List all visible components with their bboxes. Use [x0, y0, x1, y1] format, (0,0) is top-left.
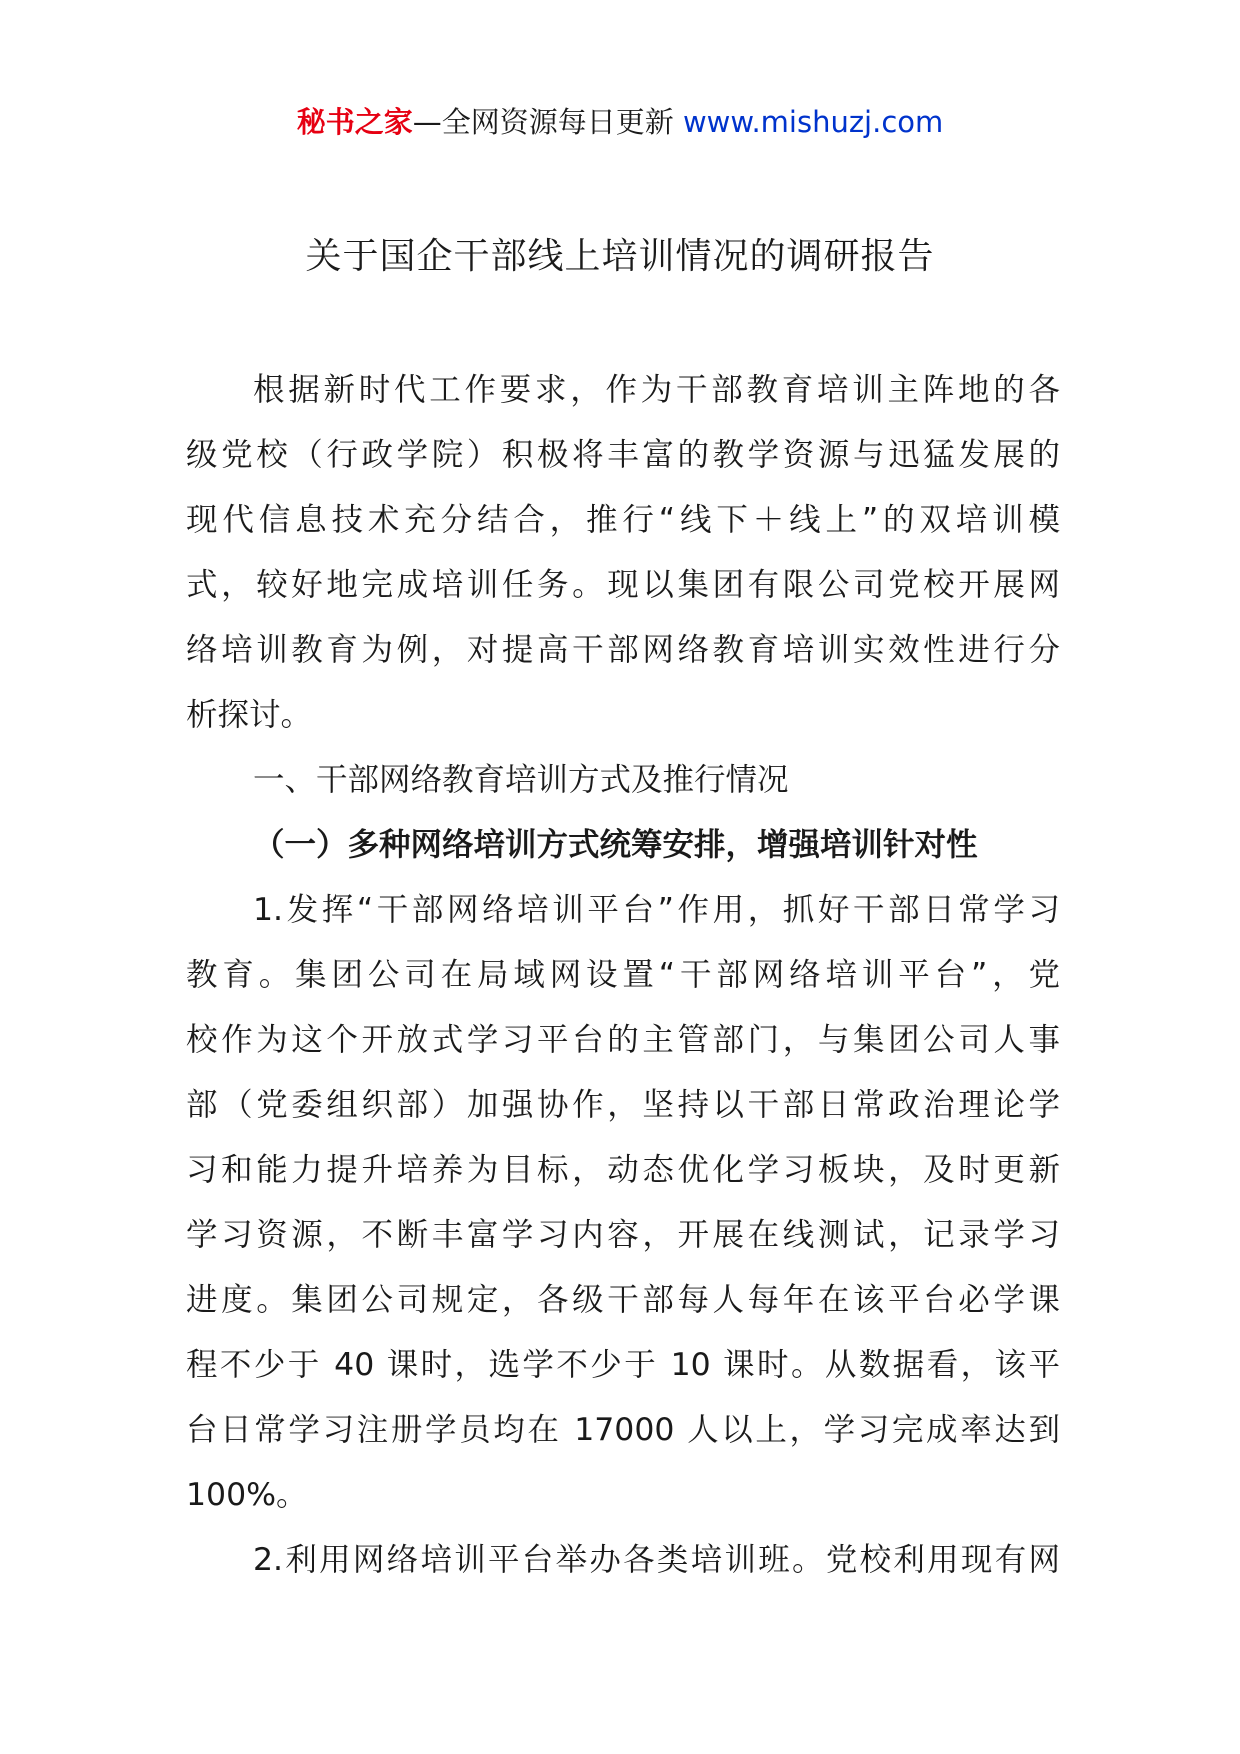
- body-line: 进度。集团公司规定，各级干部每人每年在该平台必学课: [186, 1282, 1060, 1318]
- subsection-heading: （一）多种网络培训方式统筹安排，增强培训针对性: [253, 827, 978, 863]
- brand-name: 秘书之家: [296, 105, 413, 139]
- body-line: 现代信息技术充分结合，推行“线下＋线上”的双培训模: [186, 502, 1060, 538]
- document-body: [186, 358, 1060, 1593]
- body-line: 部（党委组织部）加强协作，坚持以干部日常政治理论学: [186, 1087, 1060, 1123]
- body-line: 程不少于 40 课时，选学不少于 10 课时。从数据看，该平: [186, 1347, 1060, 1383]
- site-slogan: —全网资源每日更新: [412, 105, 674, 139]
- body-line: 习和能力提升培养为目标，动态优化学习板块，及时更新: [186, 1152, 1060, 1188]
- site-header: [0, 102, 1240, 142]
- body-line: 析探讨。: [186, 697, 313, 733]
- document-title: 关于国企干部线上培训情况的调研报告: [305, 236, 935, 277]
- paragraph-start-line: 2.利用网络培训平台举办各类培训班。党校利用现有网: [253, 1542, 1060, 1578]
- paragraph-start-line: 根据新时代工作要求，作为干部教育培训主阵地的各: [253, 372, 1060, 408]
- paragraph-start-line: 1.发挥“干部网络培训平台”作用，抓好干部日常学习: [253, 892, 1060, 928]
- body-line: 络培训教育为例，对提高干部网络教育培训实效性进行分: [186, 632, 1060, 668]
- body-line: 校作为这个开放式学习平台的主管部门，与集团公司人事: [186, 1022, 1060, 1058]
- body-line: 教育。集团公司在局域网设置“干部网络培训平台”，党: [186, 957, 1060, 993]
- section-heading: 一、干部网络教育培训方式及推行情况: [253, 762, 789, 798]
- body-line: 学习资源，不断丰富学习内容，开展在线测试，记录学习: [186, 1217, 1060, 1253]
- body-line: 台日常学习注册学员均在 17000 人以上，学习完成率达到: [186, 1412, 1060, 1448]
- site-url-link[interactable]: www.mishuzj.com: [682, 105, 944, 139]
- body-line: 式，较好地完成培训任务。现以集团有限公司党校开展网: [186, 567, 1060, 603]
- body-line: 100%。: [186, 1477, 308, 1513]
- body-line: 级党校（行政学院）积极将丰富的教学资源与迅猛发展的: [186, 437, 1060, 473]
